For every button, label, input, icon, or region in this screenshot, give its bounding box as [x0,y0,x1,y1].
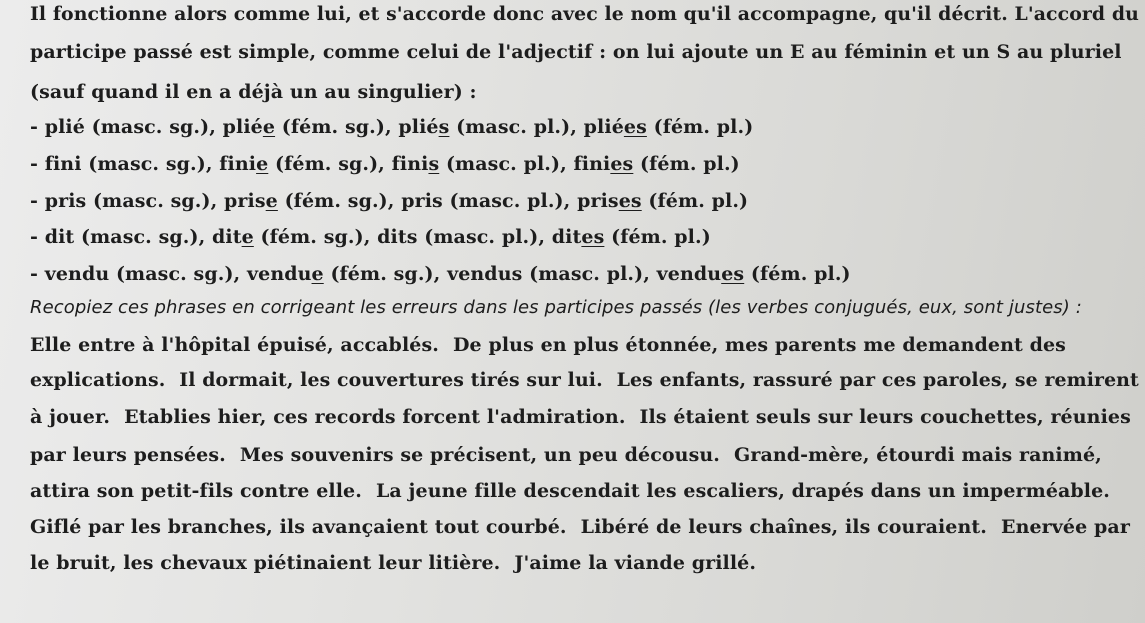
example-fem-sg-label: (fém. sg.), [275,116,399,138]
example-fem-pl-stem: dit [551,226,582,248]
exercise-line [30,515,1130,539]
example-masc-sg: - dit (masc. sg.), [30,226,213,248]
example-fem-pl-label: (fém. pl.) [641,190,749,212]
example-line [30,262,851,286]
example-fem-pl-ending: es [581,226,605,248]
exercise-sentence: explications. [30,369,166,391]
example-fem-sg-label: (fém. sg.), [268,153,392,175]
example-fem-pl-label: (fém. pl.) [604,226,711,248]
example-fem-sg-ending: e [241,226,254,248]
exercise-sentence: par leurs pensées. [30,444,226,466]
example-fem-sg-stem: vendu [246,263,312,285]
example-masc-pl-stem: fini [391,153,429,175]
example-fem-pl-label: (fém. pl.) [646,116,754,138]
example-masc-pl-label: (masc. pl.), [417,226,552,248]
example-fem-sg-ending: e [262,116,276,138]
rule-line-2: participe passé est simple, comme celui de l'adjectif : on lui ajoute un E au féminin et un S au pluriel [30,41,1122,63]
example-fem-pl-ending: es [618,190,642,212]
exercise-sentence: Il dormait, les couvertures tirés sur lui. [179,369,603,391]
exercise-sentence: Libéré de leurs chaînes, ils couraient. [580,516,987,538]
exercise-sentence: Les enfants, rassuré par ces paroles, se remirent [616,369,1139,391]
rule-line-1: Il fonctionne alors comme lui, et s'accorde donc avec le nom qu'il accompagne, qu'il décrit. L'accord du [30,3,1139,25]
example-fem-sg-stem: plié [222,116,263,138]
example-masc-pl-stem: pris [401,190,443,212]
example-fem-pl-label: (fém. pl.) [744,263,851,285]
example-fem-pl-stem: vendu [656,263,722,285]
exercise-sentence: à jouer. [30,406,111,428]
exercise-line [30,551,756,575]
example-fem-sg-label: (fém. sg.), [253,226,378,248]
exercise-sentence: Ils étaient seuls sur leurs couchettes, réunies [639,406,1131,428]
example-fem-pl-ending: es [610,153,634,175]
example-masc-pl-stem: vendus [447,263,523,285]
exercise-sentence: Etablies hier, ces records forcent l'admiration. [124,406,626,428]
example-masc-pl-label: (masc. pl.), [439,153,574,175]
example-line [30,225,711,249]
example-fem-pl-stem: plié [583,116,624,138]
example-fem-sg-label: (fém. sg.), [323,263,448,285]
example-masc-sg: - pris (masc. sg.), [30,190,225,212]
exercise-sentence: Enervée par [1001,516,1130,538]
example-masc-sg: - plié (masc. sg.), [30,116,223,138]
exercise-instruction: Recopiez ces phrases en corrigeant les erreurs dans les participes passés (les verbes conjugués, eux, sont justes) : [30,297,1082,318]
example-masc-pl-label: (masc. pl.), [449,116,584,138]
example-fem-sg-stem: fini [219,153,257,175]
example-masc-pl-stem: dits [377,226,418,248]
rule-line-3: (sauf quand il en a déjà un au singulier) : [30,81,477,103]
example-fem-sg-ending: e [265,190,278,212]
exercise-line [30,368,1139,392]
exercise-sentence: De plus en plus étonnée, mes parents me demandent des [452,334,1066,356]
example-fem-sg-stem: dit [212,226,242,248]
example-fem-sg-ending: e [256,153,269,175]
example-masc-pl-label: (masc. pl.), [442,190,578,212]
example-fem-pl-ending: es [721,263,745,285]
exercise-line [30,405,1131,429]
exercise-line [30,443,1102,467]
exercise-line [30,333,1066,357]
example-fem-sg-stem: pris [224,190,266,212]
example-masc-pl-label: (masc. pl.), [522,263,657,285]
exercise-sentence: J'aime la viande grillé. [514,552,757,574]
example-masc-pl-stem: plié [398,116,439,138]
exercise-sentence: Grand-mère, étourdi mais ranimé, [734,444,1102,466]
exercise-sentence: Mes souvenirs se précisent, un peu décousu. [239,444,721,466]
example-fem-pl-ending: es [623,116,647,138]
example-line [30,189,748,213]
example-fem-pl-label: (fém. pl.) [633,153,740,175]
example-masc-pl-ending: s [438,116,450,138]
example-fem-pl-stem: fini [573,153,611,175]
exercise-sentence: La jeune fille descendait les escaliers, drapés dans un imperméable. [375,480,1111,502]
example-fem-pl-stem: pris [577,190,619,212]
exercise-sentence: Giflé par les branches, ils avançaient tout courbé. [30,516,567,538]
exercise-sentence: attira son petit-fils contre elle. [30,480,362,502]
exercise-line [30,479,1110,503]
example-line [30,115,753,139]
exercise-sentence: Elle entre à l'hôpital épuisé, accablés. [30,334,439,356]
example-masc-pl-ending: s [428,153,440,175]
example-fem-sg-label: (fém. sg.), [277,190,402,212]
example-line [30,152,740,176]
example-masc-sg: - fini (masc. sg.), [30,153,220,175]
exercise-sentence: le bruit, les chevaux piétinaient leur litière. [30,552,501,574]
example-fem-sg-ending: e [311,263,324,285]
example-masc-sg: - vendu (masc. sg.), [30,263,247,285]
